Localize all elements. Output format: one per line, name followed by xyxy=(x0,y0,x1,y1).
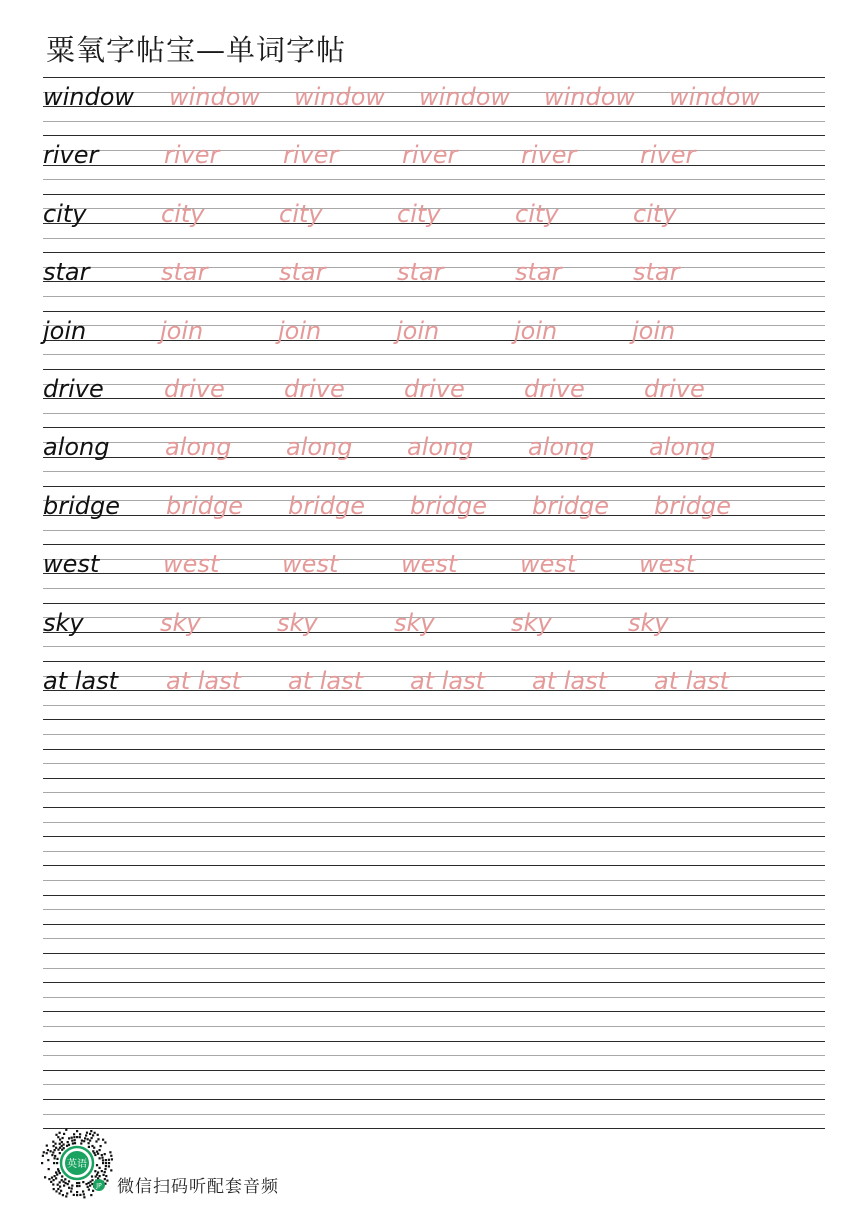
ruled-line xyxy=(43,1070,825,1071)
model-word: star xyxy=(43,258,90,287)
model-word: along xyxy=(43,433,110,462)
trace-word: west xyxy=(639,550,696,579)
ruled-line xyxy=(43,530,825,531)
trace-word: river xyxy=(640,141,696,170)
ruled-line xyxy=(43,997,825,998)
ruled-line xyxy=(43,749,825,750)
trace-word: city xyxy=(633,199,677,228)
trace-word: sky xyxy=(394,608,435,637)
ruled-line xyxy=(43,938,825,939)
ruled-line xyxy=(43,544,825,545)
ruled-line xyxy=(43,982,825,983)
qr-badge-label: 英语 xyxy=(67,1159,87,1170)
trace-word: drive xyxy=(404,375,465,403)
model-word: west xyxy=(43,550,100,579)
ruled-line xyxy=(43,1084,825,1085)
trace-word: at last xyxy=(166,667,242,695)
ruled-line xyxy=(43,311,825,312)
trace-word: at last xyxy=(654,667,730,695)
trace-word: city xyxy=(279,199,323,228)
ruled-line xyxy=(43,778,825,779)
trace-word: along xyxy=(649,433,716,462)
ruled-line xyxy=(43,296,825,297)
trace-word: bridge xyxy=(532,491,610,520)
trace-word: window xyxy=(669,83,761,111)
ruled-line xyxy=(43,1011,825,1012)
trace-word: drive xyxy=(284,375,345,403)
ruled-line xyxy=(43,924,825,925)
page-title: 粟氧字帖宝—单词字帖 xyxy=(46,33,347,67)
trace-word: star xyxy=(633,258,680,287)
trace-word: west xyxy=(401,550,458,579)
model-word: window xyxy=(43,83,135,111)
ruled-line xyxy=(43,1055,825,1056)
ruled-line xyxy=(43,1041,825,1042)
ruled-line xyxy=(43,734,825,735)
trace-word: window xyxy=(544,83,636,111)
trace-word: along xyxy=(407,433,474,462)
footer xyxy=(40,1126,440,1201)
audio-caption: 微信扫码听配套音频 xyxy=(117,1177,279,1197)
ruled-line xyxy=(43,763,825,764)
trace-word: river xyxy=(521,141,577,170)
ruled-line xyxy=(43,135,825,136)
trace-word: along xyxy=(528,433,595,462)
ruled-line xyxy=(43,953,825,954)
qr-code-icon xyxy=(40,1126,114,1200)
ruled-line xyxy=(43,851,825,852)
trace-word: window xyxy=(294,83,386,111)
trace-word: drive xyxy=(644,375,705,403)
trace-word: city xyxy=(515,199,559,228)
trace-word: at last xyxy=(532,667,608,695)
trace-word: city xyxy=(397,199,441,228)
model-word: drive xyxy=(43,375,104,403)
trace-word: bridge xyxy=(288,491,366,520)
trace-word: join xyxy=(514,316,558,345)
trace-word: join xyxy=(160,316,204,345)
trace-word: along xyxy=(165,433,232,462)
ruled-line xyxy=(43,179,825,180)
trace-word: at last xyxy=(410,667,486,695)
qr-corner-label: JP xyxy=(96,1182,102,1190)
ruled-line xyxy=(43,792,825,793)
ruled-line xyxy=(43,588,825,589)
trace-word: window xyxy=(169,83,261,111)
ruled-line xyxy=(43,705,825,706)
ruled-line xyxy=(43,836,825,837)
trace-word: west xyxy=(282,550,339,579)
ruled-line xyxy=(43,1099,825,1100)
ruled-line xyxy=(43,968,825,969)
trace-word: star xyxy=(515,258,562,287)
model-word: bridge xyxy=(43,491,121,520)
trace-word: city xyxy=(161,199,205,228)
trace-word: join xyxy=(396,316,440,345)
ruled-line xyxy=(43,486,825,487)
ruled-line xyxy=(43,471,825,472)
model-word: sky xyxy=(43,608,84,637)
ruled-line xyxy=(43,1026,825,1027)
ruled-line xyxy=(43,603,825,604)
ruled-line xyxy=(43,121,825,122)
ruled-line xyxy=(43,1114,825,1115)
ruled-line xyxy=(43,238,825,239)
trace-word: drive xyxy=(164,375,225,403)
trace-word: west xyxy=(520,550,577,579)
trace-word: join xyxy=(278,316,322,345)
trace-word: at last xyxy=(288,667,364,695)
ruled-line xyxy=(43,369,825,370)
trace-word: sky xyxy=(277,608,318,637)
trace-word: sky xyxy=(628,608,669,637)
trace-word: river xyxy=(283,141,339,170)
ruled-line xyxy=(43,719,825,720)
trace-word: river xyxy=(164,141,220,170)
trace-word: bridge xyxy=(166,491,244,520)
ruled-line xyxy=(43,661,825,662)
trace-word: river xyxy=(402,141,458,170)
trace-word: sky xyxy=(511,608,552,637)
ruled-line xyxy=(43,194,825,195)
trace-word: star xyxy=(279,258,326,287)
model-word: city xyxy=(43,199,87,228)
ruled-line xyxy=(43,880,825,881)
ruled-line xyxy=(43,807,825,808)
ruled-line xyxy=(43,413,825,414)
trace-word: sky xyxy=(160,608,201,637)
ruled-line xyxy=(43,822,825,823)
model-word: river xyxy=(43,141,99,170)
ruled-line xyxy=(43,909,825,910)
model-word: join xyxy=(43,316,87,345)
ruled-line xyxy=(43,865,825,866)
ruled-line xyxy=(43,895,825,896)
ruled-line xyxy=(43,427,825,428)
trace-word: bridge xyxy=(410,491,488,520)
trace-word: bridge xyxy=(654,491,732,520)
trace-word: star xyxy=(161,258,208,287)
ruled-line xyxy=(43,252,825,253)
ruled-line xyxy=(43,646,825,647)
trace-word: join xyxy=(632,316,676,345)
model-word: at last xyxy=(43,667,119,695)
trace-word: along xyxy=(286,433,353,462)
trace-word: west xyxy=(163,550,220,579)
trace-word: drive xyxy=(524,375,585,403)
ruled-line xyxy=(43,354,825,355)
trace-word: window xyxy=(419,83,511,111)
ruled-line xyxy=(43,77,825,78)
trace-word: star xyxy=(397,258,444,287)
